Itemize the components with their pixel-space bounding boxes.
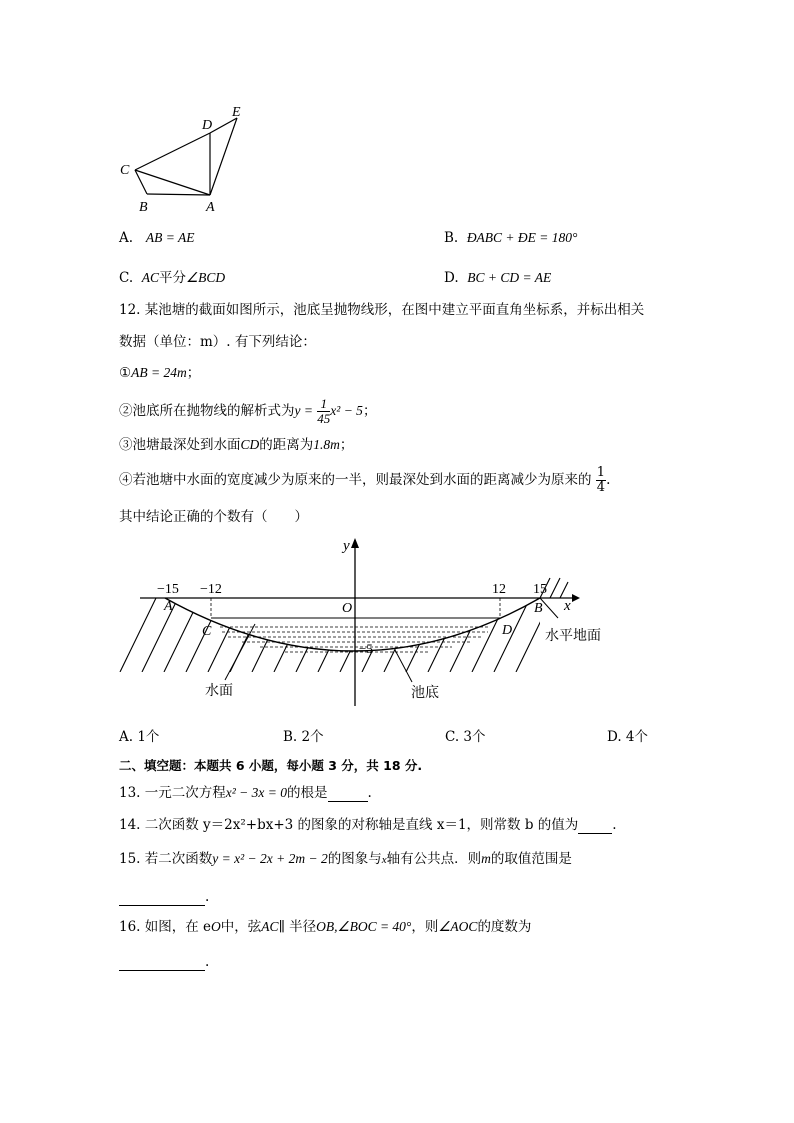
point-C: C bbox=[202, 624, 212, 639]
label-E: E bbox=[232, 105, 241, 120]
label-C: C bbox=[120, 163, 130, 178]
axis-y-label: y bbox=[343, 538, 350, 554]
q12-stem-line2: 数据（单位：m）. 有下列结论： bbox=[119, 334, 316, 350]
label-bottom: 池底 bbox=[411, 686, 439, 701]
q13: 13. 一元二次方程x² − 3x = 0的根是 . bbox=[119, 785, 372, 801]
q11-option-d: D. BC + CD = AE bbox=[444, 270, 552, 286]
q12-conclusion-3: ③池塘最深处到水面CD的距离为1.8m； bbox=[119, 437, 354, 453]
label-D: D bbox=[202, 118, 213, 133]
section-heading: 二、填空题：本题共 6 小题，每小题 3 分，共 18 分. bbox=[119, 758, 423, 773]
q16-answer-line: . bbox=[119, 953, 209, 971]
q16: 16. 如图，在 eO中，弦AC∥ 半径OB,∠BOC = 40°，则∠AOC的度数为 bbox=[119, 919, 532, 935]
point-A: A bbox=[164, 599, 173, 614]
figure-quadrilateral bbox=[112, 100, 252, 218]
q12-conclusion-4: ④若池塘中水面的宽度减少为原来的一半，则最深处到水面的距离减少为原来的 $\frac{1}{4}$ . bbox=[119, 465, 611, 495]
q12-option-c: C. 3个 bbox=[445, 729, 486, 745]
label-ground: 水平地面 bbox=[545, 629, 601, 644]
tick-neg5: −5 bbox=[359, 641, 373, 656]
q11-option-c: C. AC平分∠BCD bbox=[119, 270, 226, 286]
q12-conclusion-1: ①AB = 24m； bbox=[119, 365, 201, 381]
tick-neg15: −15 bbox=[157, 582, 179, 597]
tick-neg12: −12 bbox=[200, 582, 222, 597]
tick-12: 12 bbox=[492, 582, 506, 597]
q15-answer-line: . bbox=[119, 888, 209, 906]
q11-option-b: B. ÐABC + ÐE = 180° bbox=[444, 230, 578, 246]
q12-option-d: D. 4个 bbox=[607, 729, 649, 745]
label-B: B bbox=[139, 200, 148, 215]
label-water: 水面 bbox=[205, 684, 233, 699]
q14: 14. 二次函数 y＝2x²+bx+3 的图象的对称轴是直线 x＝1，则常数 b 的值为 . bbox=[119, 817, 617, 833]
q12-conclusion-2: ②池底所在抛物线的解析式为y = $\frac{1}{45}$ x² − 5； bbox=[119, 396, 377, 426]
q11-option-a: A. AB = AE bbox=[119, 230, 195, 246]
tick-15: 15 bbox=[533, 582, 547, 597]
q12-stem-line1: 12. 某池塘的截面如图所示，池底呈抛物线形，在图中建立平面直角坐标系，并标出相关 bbox=[119, 302, 645, 318]
axis-x-label: x bbox=[564, 598, 571, 614]
q12-option-a: A. 1个 bbox=[119, 729, 160, 745]
point-B: B bbox=[534, 601, 543, 616]
q12-question: 其中结论正确的个数有（ ） bbox=[119, 509, 308, 525]
origin-label: O bbox=[342, 601, 353, 616]
label-A: A bbox=[206, 200, 215, 215]
q15: 15. 若二次函数y = x² − 2x + 2m − 2的图象与x轴有公共点．则m的取值范围是 bbox=[119, 851, 572, 867]
figure-pond bbox=[110, 532, 630, 712]
point-D: D bbox=[502, 623, 513, 638]
q12-option-b: B. 2个 bbox=[283, 729, 324, 745]
